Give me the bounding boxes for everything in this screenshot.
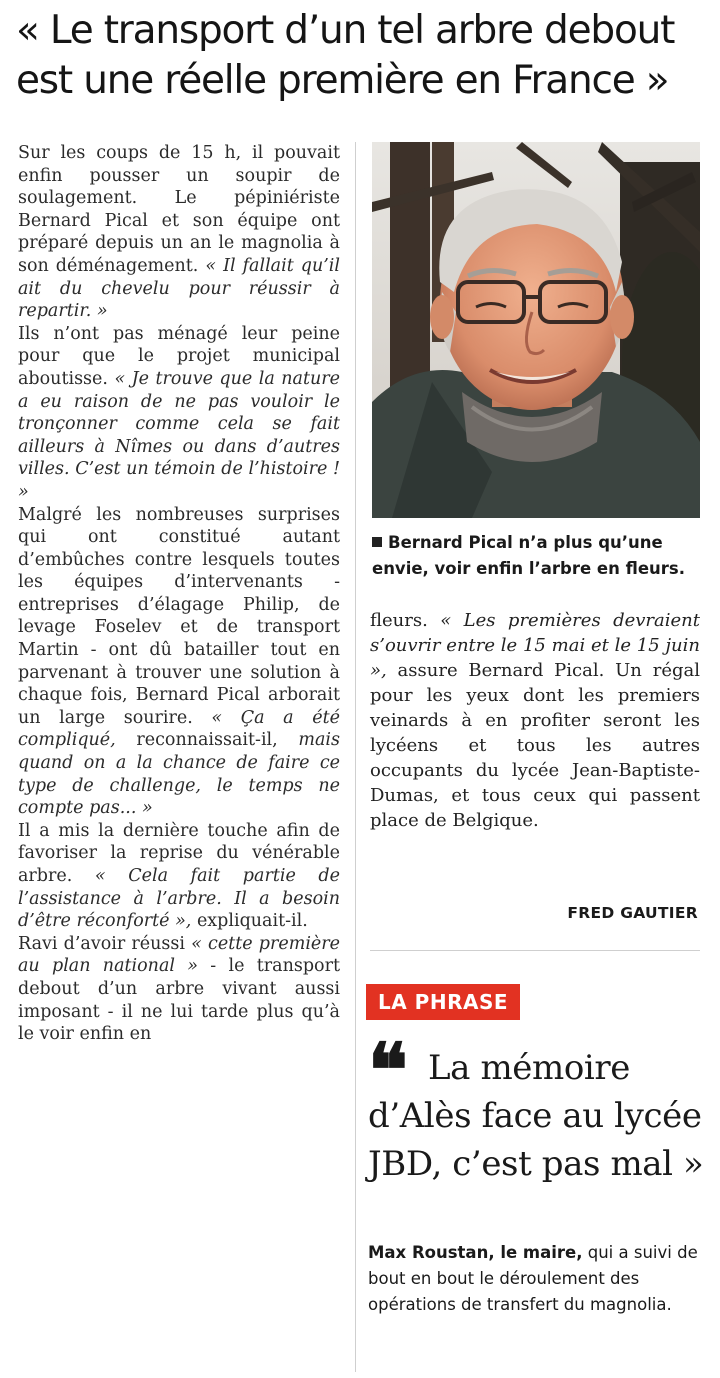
pull-quote-text: La mémoire d’Alès face au lycée JBD, c’est pas mal » [368,1048,704,1184]
paragraph-3-quote: « Ça a été compliqué, [18,707,340,751]
byline: FRED GAUTIER [567,904,698,922]
paragraph-4-quote: « Cela fait partie de l’assistance à l’arbre. Il a besoin d’être réconforté », [18,866,340,932]
left-column [18,142,340,1046]
right-paragraph-end: assure Bernard Pical. Un régal pour les yeux dont les premiers veinards à en profiter seront les lycéens et tous les autres occupants du lycée Jean-Baptiste-Dumas, et tous ceux qui passent place de Belgique. [370,660,700,831]
paragraph-3-text: Malgré les nombreuses surprises qui ont constitué autant d’embûches contre lesquels toutes les équipes d’intervenants - entreprises d’élagage Philip, de levage Foselev et de transport Martin - ont dû batailler tout en parvenant à trouver une solution à chaque fois, Bernard Pical arborait un large sourire. [18,504,340,728]
paragraph-5-quote: « cette première au plan national » [18,933,340,977]
paragraph-5 [18,933,340,1046]
paragraph-1 [18,142,340,323]
quote-attribution [368,1240,703,1318]
attribution-text: qui a suivi de bout en bout le déroulement des opérations de transfert du magnolia. [368,1243,698,1314]
portrait-photo [372,142,700,518]
paragraph-5-text: Ravi d’avoir réussi [18,933,185,954]
right-paragraph-start: fleurs. [370,610,428,631]
paragraph-4-text: Il a mis la dernière touche afin de favoriser la reprise du vénérable arbre. [18,820,340,886]
paragraph-4 [18,820,340,933]
right-paragraph-1 [370,608,700,833]
paragraph-3-mid: reconnaissait-il, [136,730,278,751]
paragraph-2-quote: « Je trouve que la nature a eu raison de ne pas vouloir le tronçonner comme cela se fait ailleurs à Nîmes ou dans d’autres villes. C’est un témoin de l’histoire ! » [18,368,340,502]
section-divider [370,950,700,951]
paragraph-2 [18,323,340,504]
phrase-label: LA PHRASE [366,984,520,1020]
caption-bullet-icon [372,537,382,547]
paragraph-1-text: Sur les coups de 15 h, il pouvait enfin pousser un soupir de soulagement. Le pépiniériste Bernard Pical et son équipe ont préparé depuis un an le magnolia à son déménagement. [18,143,340,276]
paragraph-3-quote-2: mais quand on a la chance de faire ce type de challenge, le temps ne compte pas... » [18,730,340,819]
headline: « Le transport d’un tel arbre debout est une réelle première en France » [16,8,675,103]
paragraph-4-end: expliquait-il. [196,911,308,932]
paragraph-5-end: - le transport debout d’un arbre vivant aussi imposant - il ne lui tarde plus qu’à le voir enfin en [18,956,340,1045]
portrait-illustration [372,142,700,518]
right-paragraph-quote: « Les premières devraient s’ouvrir entre le 15 mai et le 15 juin », [370,610,700,681]
paragraph-3 [18,504,340,820]
pull-quote [368,1044,708,1188]
caption-text: Bernard Pical n’a plus qu’une envie, voir enfin l’arbre en fleurs. [372,533,685,578]
right-column [370,608,700,833]
column-divider [355,142,356,1372]
paragraph-1-quote: « Il fallait qu’il ait du chevelu pour réussir à repartir. » [18,255,340,322]
paragraph-2-text: Ils n’ont pas ménagé leur peine pour que le projet municipal aboutisse. [18,323,340,389]
quote-mark-icon: ❝ [368,1028,408,1114]
attribution-name: Max Roustan, le maire, [368,1243,583,1262]
photo-caption [372,530,702,582]
